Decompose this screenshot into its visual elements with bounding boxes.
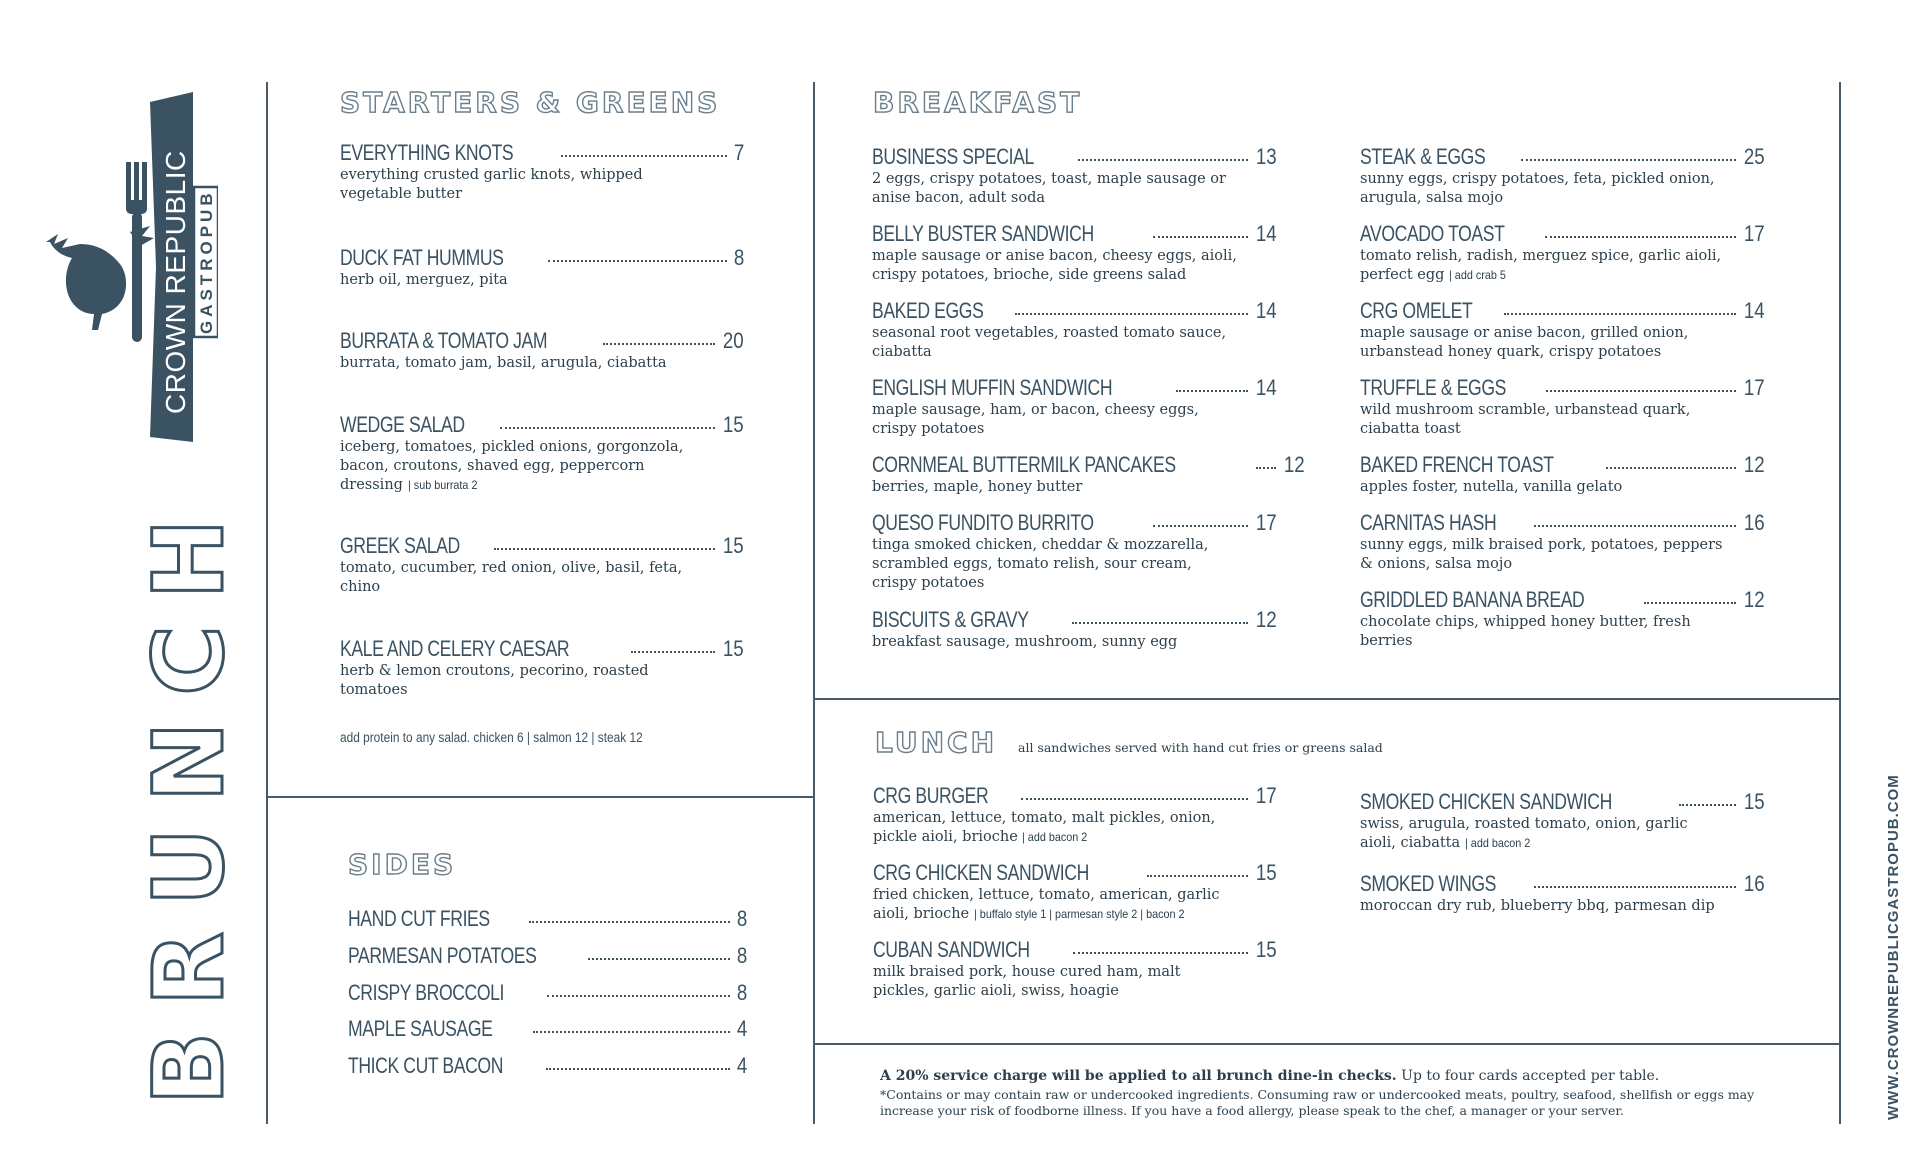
divider-starters-sides xyxy=(266,796,815,798)
menu-item-note: | buffalo style 1 | parmesan style 2 | bacon 2 xyxy=(973,907,1185,921)
menu-item-description-text: apples foster, nutella, vanilla gelato xyxy=(1360,479,1623,495)
menu-item xyxy=(1360,871,1766,916)
menu-item-name: DUCK FAT HUMMUS xyxy=(340,245,504,270)
allergy-disclaimer: *Contains or may contain raw or undercooked ingredients. Consuming raw or undercooked meats, poultry, seafood, shellfish or eggs may increase your risk of foodborne illness. If you have a food allergy, please speak to the chef, a manager or your server. xyxy=(880,1087,1755,1118)
menu-item-header xyxy=(872,298,1278,324)
menu-item-header xyxy=(340,245,745,271)
menu-item-description xyxy=(1360,478,1726,497)
menu-item-description xyxy=(1360,613,1726,651)
menu-item-name: CARNITAS HASH xyxy=(1360,510,1497,535)
menu-item xyxy=(348,1053,748,1079)
menu-item xyxy=(872,510,1278,593)
brand-name: CROWN REPUBLIC xyxy=(160,150,191,414)
menu-item-header xyxy=(348,980,748,1006)
menu-item xyxy=(1360,587,1766,651)
menu-item-description-text: sunny eggs, milk braised pork, potatoes, peppers & onions, salsa mojo xyxy=(1360,537,1723,572)
menu-item-description xyxy=(340,559,705,597)
menu-item-price: 14 xyxy=(1255,375,1277,400)
menu-item-header xyxy=(872,375,1278,401)
brand-sub: GASTROPUB xyxy=(197,189,216,334)
menu-item-price: 15 xyxy=(1743,789,1765,814)
menu-item xyxy=(1360,298,1766,362)
menu-item-description-text: american, lettuce, tomato, malt pickles, onion, pickle aioli, brioche xyxy=(873,810,1216,845)
menu-item xyxy=(340,533,745,597)
menu-item-description xyxy=(1360,815,1726,853)
dot-leader xyxy=(1078,159,1247,161)
menu-item-description-text: tinga smoked chicken, cheddar & mozzarella, scrambled eggs, tomato relish, sour cream, crispy potatoes xyxy=(872,537,1209,591)
starters-title: STARTERS & GREENS xyxy=(340,86,721,119)
menu-item-price: 16 xyxy=(1743,871,1765,896)
dot-leader xyxy=(1534,525,1735,527)
dot-leader xyxy=(500,427,715,429)
menu-item xyxy=(1360,510,1766,574)
menu-item-name: BISCUITS & GRAVY xyxy=(872,607,1029,632)
menu-item-name: WEDGE SALAD xyxy=(340,412,465,437)
menu-item-header xyxy=(1360,375,1766,401)
dot-leader xyxy=(529,921,730,923)
dot-leader xyxy=(1534,886,1736,888)
menu-item-description xyxy=(872,401,1238,439)
menu-item-name: CUBAN SANDWICH xyxy=(873,937,1030,962)
menu-item-description xyxy=(340,662,705,700)
menu-item-description xyxy=(872,536,1238,593)
divider-left xyxy=(266,82,268,1124)
menu-item-note: | sub burrata 2 xyxy=(407,478,478,492)
divider-right xyxy=(1839,82,1841,1124)
menu-item-price: 14 xyxy=(1255,298,1277,323)
menu-item-price: 17 xyxy=(1255,510,1277,535)
menu-item-price: 8 xyxy=(736,943,748,968)
menu-item-name: GRIDDLED BANANA BREAD xyxy=(1360,587,1585,612)
menu-item-description-text: fried chicken, lettuce, tomato, american, garlic aioli, brioche xyxy=(873,887,1220,922)
protein-note: add protein to any salad. chicken 6 | salmon 12 | steak 12 xyxy=(340,730,643,745)
menu-item-header xyxy=(1360,144,1766,170)
dot-leader xyxy=(1644,602,1735,604)
menu-item-description-text: iceberg, tomatoes, pickled onions, gorgonzola, bacon, croutons, shaved egg, peppercorn dressing xyxy=(340,439,684,493)
lunch-subtitle: all sandwiches served with hand cut fries or greens salad xyxy=(1018,740,1383,755)
menu-item-description xyxy=(872,478,1238,497)
menu-item xyxy=(872,452,1305,497)
menu-item xyxy=(873,783,1278,847)
dot-leader xyxy=(533,1031,730,1033)
menu-item-name: PARMESAN POTATOES xyxy=(348,943,537,968)
dot-leader xyxy=(548,260,726,262)
menu-item-price: 16 xyxy=(1743,510,1765,535)
menu-item-description xyxy=(1360,897,1726,916)
menu-item-name: SMOKED CHICKEN SANDWICH xyxy=(1360,789,1612,814)
menu-item-description xyxy=(1360,247,1726,285)
menu-item-description xyxy=(340,354,705,373)
menu-item-name: KALE AND CELERY CAESAR xyxy=(340,636,570,661)
menu-item-description-text: 2 eggs, crispy potatoes, toast, maple sausage or anise bacon, adult soda xyxy=(872,171,1226,206)
menu-item xyxy=(348,906,748,932)
menu-item-name: EVERYTHING KNOTS xyxy=(340,140,514,165)
menu-item-name: CRG BURGER xyxy=(873,783,989,808)
menu-item-price: 25 xyxy=(1743,144,1765,169)
dot-leader xyxy=(1504,313,1735,315)
menu-item-price: 12 xyxy=(1743,587,1765,612)
menu-item-description-text: burrata, tomato jam, basil, arugula, ciabatta xyxy=(340,355,667,371)
menu-item-header xyxy=(1360,510,1766,536)
menu-item-name: CRG CHICKEN SANDWICH xyxy=(873,860,1089,885)
menu-item-price: 15 xyxy=(722,412,744,437)
menu-item xyxy=(1360,144,1766,208)
menu-item-name: QUESO FUNDITO BURRITO xyxy=(872,510,1094,535)
dot-leader xyxy=(1256,467,1276,469)
menu-item-description-text: maple sausage or anise bacon, grilled onion, urbanstead honey quark, crispy potatoes xyxy=(1360,325,1689,360)
menu-item xyxy=(340,412,745,495)
dot-leader xyxy=(1521,159,1736,161)
dot-leader xyxy=(588,958,730,960)
menu-item-name: AVOCADO TOAST xyxy=(1360,221,1505,246)
menu-item-note: | add crab 5 xyxy=(1449,268,1506,282)
menu-item-name: THICK CUT BACON xyxy=(348,1053,504,1078)
menu-item-header xyxy=(873,937,1278,963)
menu-item xyxy=(872,298,1278,362)
menu-item-description xyxy=(872,324,1238,362)
menu-item-header xyxy=(1360,587,1766,613)
dot-leader xyxy=(494,548,715,550)
divider-breakfast-lunch xyxy=(813,698,1841,700)
menu-item xyxy=(873,937,1278,1001)
dot-leader xyxy=(1606,467,1736,469)
dot-leader xyxy=(631,651,715,653)
menu-item-description-text: breakfast sausage, mushroom, sunny egg xyxy=(872,634,1178,650)
menu-item-name: STEAK & EGGS xyxy=(1360,144,1486,169)
menu-item-header xyxy=(873,783,1278,809)
dot-leader xyxy=(1153,525,1247,527)
menu-item-description-text: seasonal root vegetables, roasted tomato sauce, ciabatta xyxy=(872,325,1227,360)
lunch-title: LUNCH xyxy=(875,726,997,759)
menu-item-header xyxy=(873,860,1278,886)
menu-item xyxy=(872,221,1278,285)
menu-item xyxy=(340,636,745,700)
divider-middle xyxy=(813,82,815,1124)
menu-item-price: 17 xyxy=(1743,221,1765,246)
dot-leader xyxy=(546,1068,730,1070)
menu-item-name: CORNMEAL BUTTERMILK PANCAKES xyxy=(872,452,1176,477)
brand-logo xyxy=(38,92,218,452)
menu-item-description xyxy=(1360,324,1726,362)
menu-item-description xyxy=(1360,170,1726,208)
menu-item-price: 20 xyxy=(722,328,744,353)
menu-item-header xyxy=(1360,452,1766,478)
menu-item-description-text: sunny eggs, crispy potatoes, feta, pickled onion, arugula, salsa mojo xyxy=(1360,171,1715,206)
cards-note: Up to four cards accepted per table. xyxy=(1401,1068,1660,1084)
menu-item-header xyxy=(872,607,1278,633)
menu-item-description-text: herb oil, merguez, pita xyxy=(340,272,508,288)
menu-item-description-text: chocolate chips, whipped honey butter, fresh berries xyxy=(1360,614,1691,649)
menu-item-description xyxy=(873,809,1238,847)
menu-item-name: BUSINESS SPECIAL xyxy=(872,144,1034,169)
menu-item-header xyxy=(340,412,745,438)
menu-item-description xyxy=(340,438,705,495)
menu-item-description xyxy=(873,886,1238,924)
menu-item xyxy=(340,245,745,290)
menu-item-header xyxy=(340,636,745,662)
menu-item-description-text: everything crusted garlic knots, whipped vegetable butter xyxy=(340,167,643,202)
menu-item-description-text: berries, maple, honey butter xyxy=(872,479,1083,495)
menu-item xyxy=(348,943,748,969)
menu-item-header xyxy=(348,1016,748,1042)
menu-item-header xyxy=(872,510,1278,536)
menu-item-price: 8 xyxy=(736,980,748,1005)
website-url[interactable]: WWW.CROWNREPUBLICGASTROPUB.COM xyxy=(1885,774,1902,1120)
menu-item-name: GREEK SALAD xyxy=(340,533,460,558)
menu-item-header xyxy=(1360,298,1766,324)
menu-item-header xyxy=(1360,871,1766,897)
menu-item-price: 8 xyxy=(736,906,748,931)
menu-item-description xyxy=(1360,401,1726,439)
menu-item-header xyxy=(872,144,1278,170)
menu-item xyxy=(1360,375,1766,439)
menu-item xyxy=(1360,221,1766,285)
menu-item xyxy=(872,607,1278,652)
menu-item-header xyxy=(872,221,1278,247)
menu-item-price: 12 xyxy=(1255,607,1277,632)
menu-item-price: 14 xyxy=(1255,221,1277,246)
menu-item-name: HAND CUT FRIES xyxy=(348,906,490,931)
menu-item xyxy=(1360,452,1766,497)
menu-item-price: 7 xyxy=(733,140,745,165)
menu-item-description xyxy=(873,963,1238,1001)
menu-item-description-text: maple sausage or anise bacon, cheesy eggs, aioli, crispy potatoes, brioche, side greens salad xyxy=(872,248,1237,283)
menu-item-description xyxy=(1360,536,1726,574)
menu-item-name: BELLY BUSTER SANDWICH xyxy=(872,221,1094,246)
menu-item-note: | add bacon 2 xyxy=(1464,836,1531,850)
menu-item-description xyxy=(872,633,1238,652)
sides-title: SIDES xyxy=(348,848,457,881)
menu-item-description-text: wild mushroom scramble, urbanstead quark, ciabatta toast xyxy=(1360,402,1691,437)
menu-item-description xyxy=(872,170,1238,208)
menu-item-name: BAKED FRENCH TOAST xyxy=(1360,452,1554,477)
menu-item-description-text: tomato, cucumber, red onion, olive, basil, feta, chino xyxy=(340,560,683,595)
menu-item-description-text: swiss, arugula, roasted tomato, onion, garlic aioli, ciabatta xyxy=(1360,816,1688,851)
menu-item xyxy=(348,980,748,1006)
dot-leader xyxy=(603,343,715,345)
divider-lunch-footer xyxy=(813,1043,1841,1045)
dot-leader xyxy=(561,155,727,157)
breakfast-title: BREAKFAST xyxy=(873,86,1083,119)
menu-item-description-text: milk braised pork, house cured ham, malt pickles, garlic aioli, swiss, hoagie xyxy=(873,964,1181,999)
menu-item-price: 17 xyxy=(1255,783,1277,808)
menu-item xyxy=(873,860,1278,924)
menu-item-note: | add bacon 2 xyxy=(1022,830,1088,844)
menu-item-price: 4 xyxy=(736,1053,748,1078)
menu-item-price: 13 xyxy=(1255,144,1277,169)
menu-item-description xyxy=(872,247,1238,285)
menu-item-header xyxy=(348,943,748,969)
menu-item xyxy=(872,375,1278,439)
menu-item-price: 15 xyxy=(1255,937,1277,962)
dot-leader xyxy=(1176,390,1247,392)
menu-item-description xyxy=(340,271,705,290)
dot-leader xyxy=(1072,622,1248,624)
menu-item-price: 8 xyxy=(733,245,745,270)
menu-item-name: TRUFFLE & EGGS xyxy=(1360,375,1506,400)
menu-item-name: ENGLISH MUFFIN SANDWICH xyxy=(872,375,1113,400)
menu-item-price: 15 xyxy=(722,636,744,661)
menu-item-header xyxy=(340,140,745,166)
menu-item-name: MAPLE SAUSAGE xyxy=(348,1016,493,1041)
menu-item-price: 15 xyxy=(722,533,744,558)
menu-item-name: SMOKED WINGS xyxy=(1360,871,1497,896)
menu-item-header xyxy=(1360,221,1766,247)
menu-item xyxy=(872,144,1278,208)
dot-leader xyxy=(1021,798,1247,800)
menu-item-header xyxy=(340,328,745,354)
dot-leader xyxy=(1015,313,1247,315)
dot-leader xyxy=(1073,952,1248,954)
menu-item-name: CRISPY BROCCOLI xyxy=(348,980,505,1005)
menu-item-description-text: tomato relish, radish, merguez spice, garlic aioli, perfect egg xyxy=(1360,248,1722,283)
menu-item-name: BAKED EGGS xyxy=(872,298,984,323)
menu-item-header xyxy=(1360,789,1766,815)
dot-leader xyxy=(1147,875,1248,877)
dot-leader xyxy=(1153,236,1247,238)
menu-item-description-text: moroccan dry rub, blueberry bbq, parmesan dip xyxy=(1360,898,1715,914)
menu-item-price: 12 xyxy=(1743,452,1765,477)
menu-item-price: 14 xyxy=(1743,298,1765,323)
menu-item-name: CRG OMELET xyxy=(1360,298,1473,323)
menu-item-price: 4 xyxy=(736,1016,748,1041)
menu-title: BRUNCH xyxy=(133,492,245,1105)
menu-item-header xyxy=(348,1053,748,1079)
dot-leader xyxy=(1546,390,1735,392)
menu-item-description-text: maple sausage, ham, or bacon, cheesy eggs, crispy potatoes xyxy=(872,402,1199,437)
menu-item-description-text: herb & lemon croutons, pecorino, roasted tomatoes xyxy=(340,663,649,698)
menu-item-description xyxy=(340,166,705,204)
dot-leader xyxy=(547,995,730,997)
service-charge-note: A 20% service charge will be applied to all brunch dine-in checks. xyxy=(880,1068,1397,1084)
menu-item xyxy=(340,140,745,204)
menu-item-price: 17 xyxy=(1743,375,1765,400)
menu-item-price: 15 xyxy=(1255,860,1277,885)
menu-item-header xyxy=(348,906,748,932)
menu-item xyxy=(348,1016,748,1042)
footer-notice xyxy=(880,1068,1800,1119)
dot-leader xyxy=(1545,236,1736,238)
menu-item-header xyxy=(872,452,1305,478)
dot-leader xyxy=(1679,804,1736,806)
menu-item xyxy=(340,328,745,373)
menu-item-name: BURRATA & TOMATO JAM xyxy=(340,328,548,353)
menu-item-header xyxy=(340,533,745,559)
menu-item xyxy=(1360,789,1766,853)
menu-item-price: 12 xyxy=(1283,452,1305,477)
